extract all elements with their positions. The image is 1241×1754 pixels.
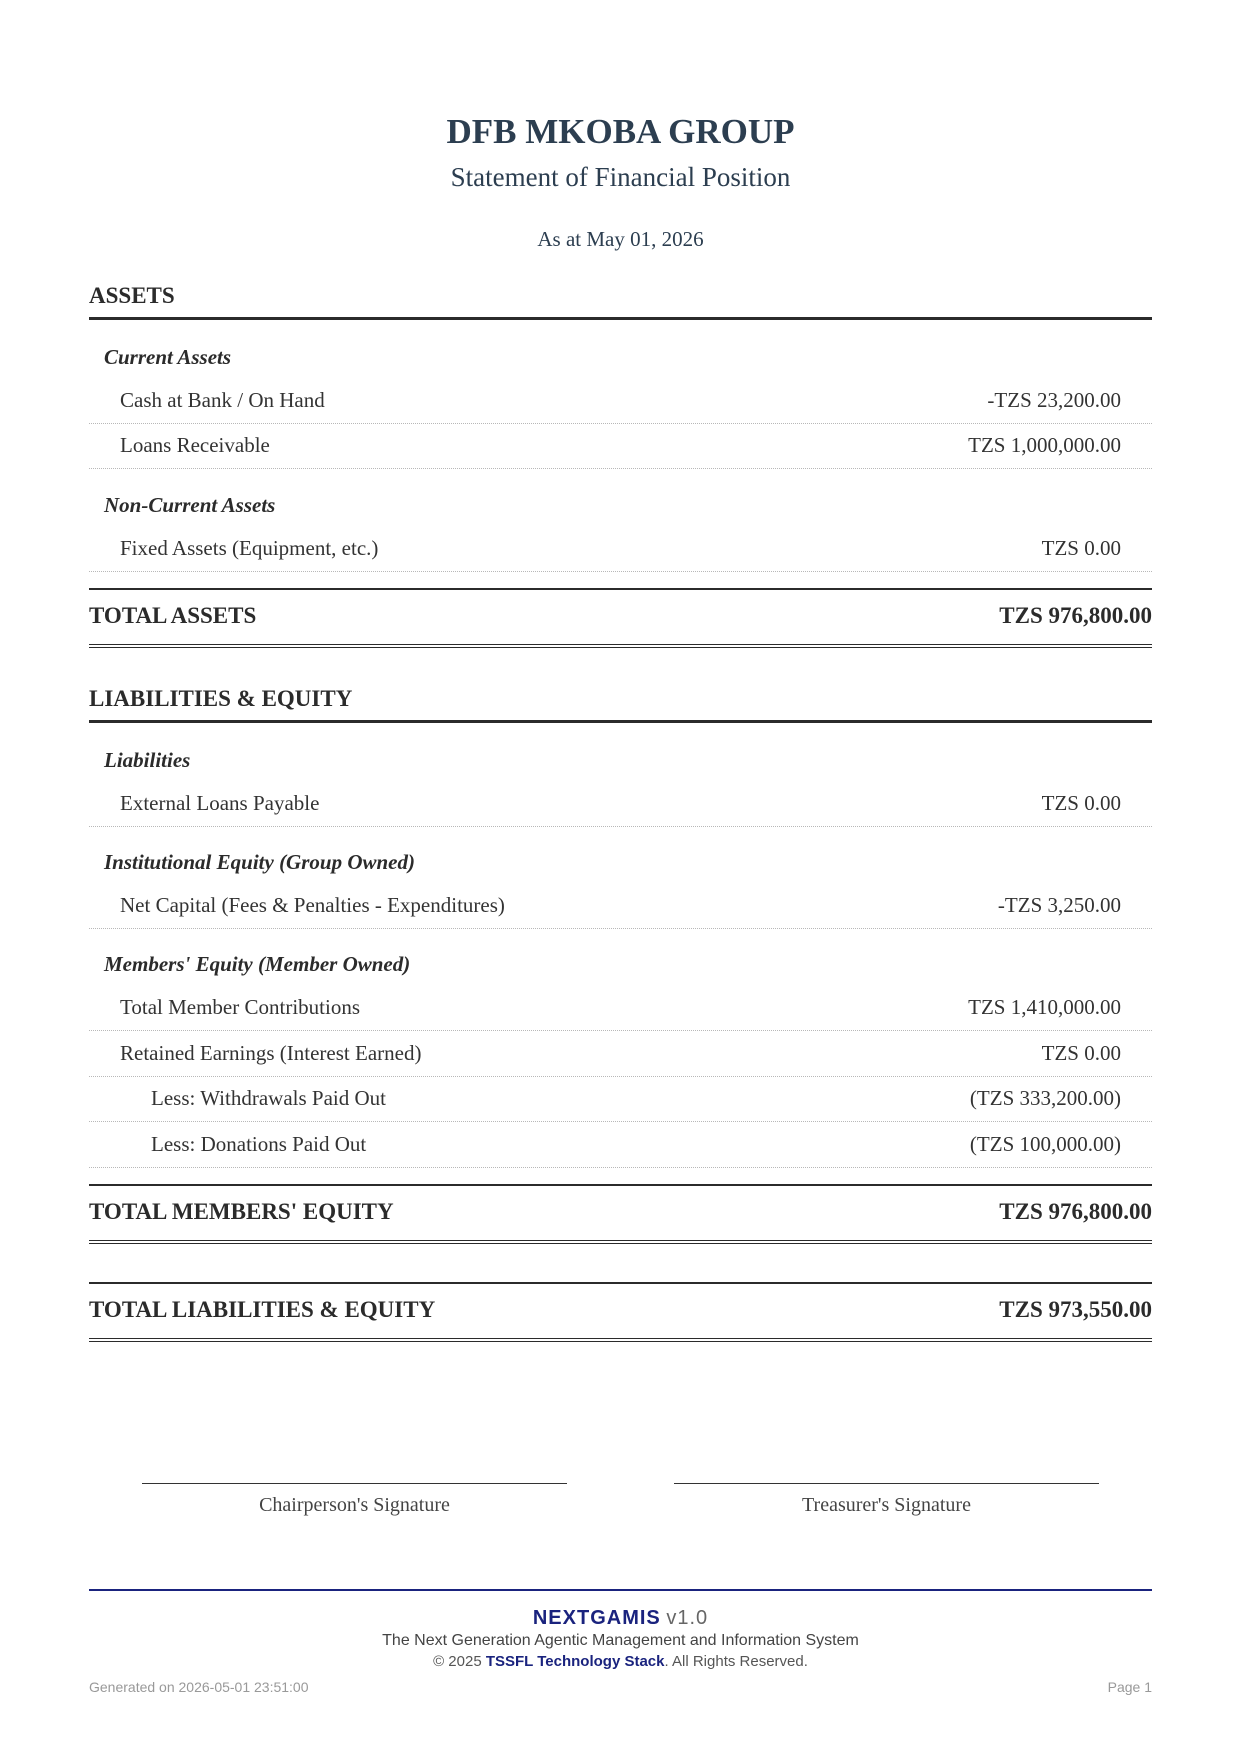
total-value: TZS 976,800.00 bbox=[999, 603, 1152, 628]
table-row bbox=[89, 1122, 1152, 1168]
table-row bbox=[89, 423, 1152, 469]
total-liabilities-equity-row bbox=[89, 1282, 1152, 1342]
footer-copyright bbox=[89, 1653, 1152, 1670]
row-label: Less: Donations Paid Out bbox=[151, 1132, 367, 1156]
total-members-equity-row bbox=[89, 1184, 1152, 1244]
liabilities-equity-section-title: LIABILITIES & EQUITY bbox=[89, 686, 1152, 723]
row-label: Total Member Contributions bbox=[120, 995, 361, 1019]
table-row bbox=[89, 1076, 1152, 1122]
assets-section-title: ASSETS bbox=[89, 283, 1152, 320]
row-value: -TZS 3,250.00 bbox=[997, 893, 1121, 917]
treasurer-signature-line: Treasurer's Signature bbox=[674, 1483, 1099, 1517]
total-label: TOTAL MEMBERS' EQUITY bbox=[89, 1199, 394, 1224]
total-value: TZS 976,800.00 bbox=[999, 1199, 1152, 1224]
footer-divider bbox=[89, 1589, 1152, 1591]
row-label: Less: Withdrawals Paid Out bbox=[151, 1086, 386, 1110]
table-row bbox=[89, 378, 1152, 424]
row-label: Net Capital (Fees & Penalties - Expenditures) bbox=[120, 893, 505, 917]
document-title: Statement of Financial Position bbox=[450, 162, 791, 192]
brand-name: NEXTGAMIS bbox=[532, 1607, 661, 1629]
row-value: TZS 1,410,000.00 bbox=[968, 995, 1121, 1019]
row-label: Retained Earnings (Interest Earned) bbox=[120, 1041, 422, 1065]
copyright-stack: TSSFL Technology Stack bbox=[485, 1653, 665, 1670]
row-value: TZS 0.00 bbox=[1041, 536, 1121, 560]
institutional-equity-heading: Institutional Equity (Group Owned) bbox=[104, 850, 415, 874]
row-label: Loans Receivable bbox=[120, 433, 270, 457]
liabilities-heading: Liabilities bbox=[104, 748, 191, 772]
organization-name: DFB MKOBA GROUP bbox=[446, 112, 795, 151]
table-row bbox=[89, 985, 1152, 1031]
copyright-prefix: © 2025 bbox=[433, 1653, 486, 1670]
row-label: Fixed Assets (Equipment, etc.) bbox=[120, 536, 379, 560]
copyright-suffix: . All Rights Reserved. bbox=[664, 1653, 808, 1670]
total-label: TOTAL ASSETS bbox=[89, 603, 257, 628]
footer-tagline: The Next Generation Agentic Management and Information System bbox=[382, 1632, 859, 1649]
page-number: Page 1 bbox=[1107, 1679, 1152, 1695]
row-label: Cash at Bank / On Hand bbox=[120, 388, 325, 412]
row-value: (TZS 333,200.00) bbox=[969, 1086, 1121, 1110]
total-label: TOTAL LIABILITIES & EQUITY bbox=[89, 1297, 436, 1322]
row-value: (TZS 100,000.00) bbox=[969, 1132, 1121, 1156]
statement-page bbox=[89, 0, 1152, 1754]
brand-version: v1.0 bbox=[666, 1607, 709, 1629]
total-value: TZS 973,550.00 bbox=[999, 1297, 1152, 1322]
chairperson-signature-line: Chairperson's Signature bbox=[142, 1483, 567, 1517]
current-assets-heading: Current Assets bbox=[104, 345, 232, 369]
table-row bbox=[89, 526, 1152, 572]
row-value: TZS 0.00 bbox=[1041, 1041, 1121, 1065]
row-value: TZS 1,000,000.00 bbox=[968, 433, 1121, 457]
noncurrent-assets-heading: Non-Current Assets bbox=[104, 493, 276, 517]
table-row bbox=[89, 781, 1152, 827]
row-value: TZS 0.00 bbox=[1041, 791, 1121, 815]
row-label: External Loans Payable bbox=[120, 791, 320, 815]
members-equity-heading: Members' Equity (Member Owned) bbox=[104, 952, 411, 976]
as-at-date: As at May 01, 2026 bbox=[537, 227, 704, 251]
table-row bbox=[89, 1031, 1152, 1077]
total-assets-row bbox=[89, 588, 1152, 648]
generated-timestamp: Generated on 2026-05-01 23:51:00 bbox=[89, 1679, 309, 1695]
footer-brand bbox=[89, 1607, 1152, 1630]
row-value: -TZS 23,200.00 bbox=[987, 388, 1121, 412]
table-row bbox=[89, 883, 1152, 929]
